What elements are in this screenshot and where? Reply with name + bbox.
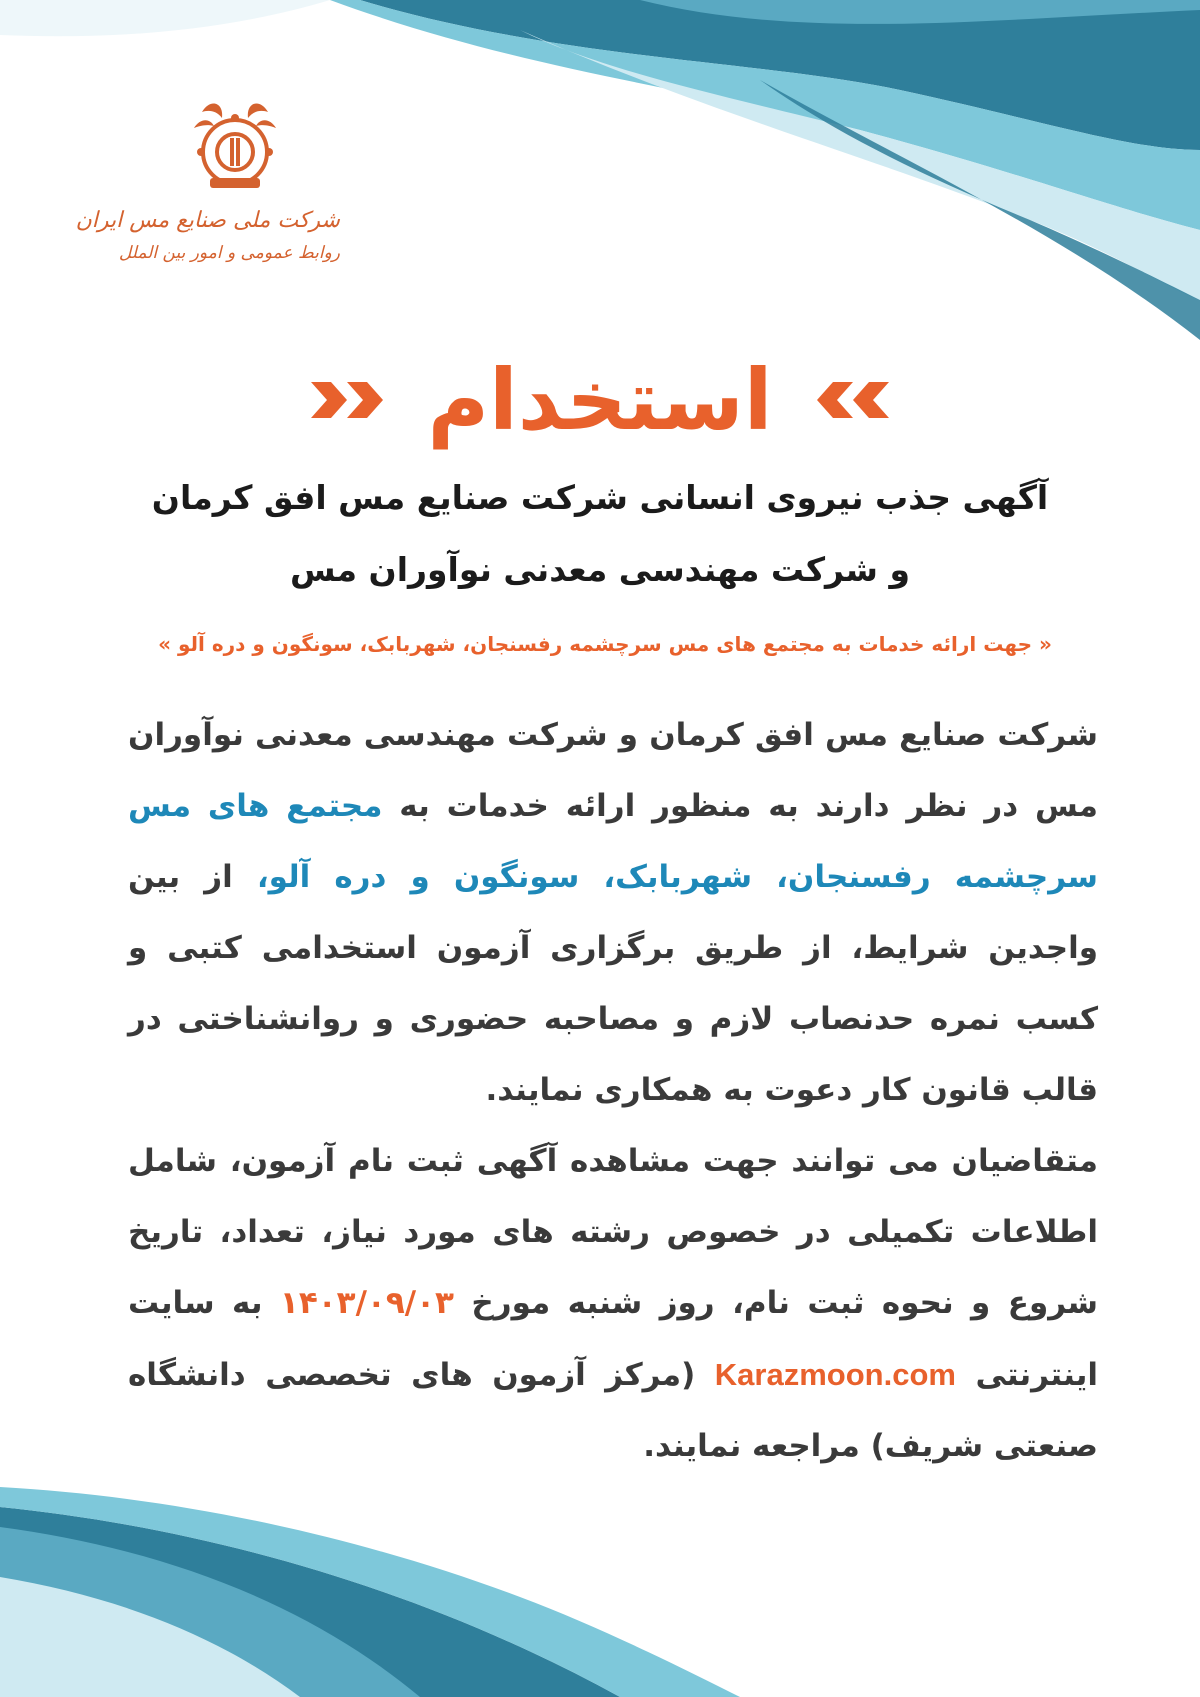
paragraph-2-text-b: به سایت اینترنتی bbox=[128, 1285, 1099, 1393]
paragraph-1-text-a: شرکت صنایع مس افق کرمان و شرکت مهندسی معدنی نوآوران مس در نظر دارند به منظور ارائه خدمات به bbox=[128, 717, 1098, 824]
subtitle-line-2: و شرکت مهندسی معدنی نوآوران مس bbox=[289, 550, 910, 589]
paragraph-1 bbox=[128, 700, 1098, 1126]
page-title: استخدام bbox=[427, 351, 773, 449]
chevron-double-left-icon bbox=[813, 380, 891, 420]
tagline: « جهت ارائه خدمات به مجتمع های مس سرچشمه رفسنجان، شهربابک، سونگون و دره آلو » bbox=[158, 632, 1052, 656]
paragraph-2 bbox=[128, 1126, 1098, 1482]
company-logo bbox=[75, 92, 340, 302]
registration-date: ۱۴۰۳/۰۹/۰۳ bbox=[279, 1285, 454, 1321]
bottom-wave-decoration bbox=[0, 1467, 1200, 1697]
announcement-body bbox=[128, 700, 1098, 1482]
logo-company-name: شرکت ملی صنایع مس ایران bbox=[75, 208, 340, 233]
paragraph-2-text-a: متقاضیان می توانند جهت مشاهده آگهی ثبت نام آزمون، شامل اطلاعات تکمیلی در خصوص رشته های مورد نیاز، تعداد، تاریخ شروع و نحوه ثبت نام، روز شنبه مورخ bbox=[128, 1143, 1098, 1321]
website-link[interactable]: Karazmoon.com bbox=[714, 1357, 956, 1392]
chevron-double-right-icon bbox=[309, 380, 387, 420]
subtitle-line-1: آگهی جذب نیروی انسانی شرکت صنایع مس افق کرمان bbox=[151, 478, 1049, 517]
complexes-highlight: مجتمع های مس سرچشمه رفسنجان، شهربابک، سونگون و دره آلو، bbox=[128, 788, 1099, 895]
headline-row bbox=[0, 345, 1200, 455]
paragraph-1-text-b: از بین واجدین شرایط، از طریق برگزاری آزمون استخدامی کتبی و کسب نمره حدنصاب لازم و مصاحبه حضوری و روانشناختی در قالب قانون کار دعوت به همکاری نمایند. bbox=[128, 859, 1098, 1108]
logo-department: روابط عمومی و امور بین الملل bbox=[118, 243, 340, 263]
paragraph-2-text-c: (مرکز آزمون های تخصصی دانشگاه صنعتی شریف) مراجعه نمایند. bbox=[128, 1357, 1098, 1464]
nicico-emblem-icon bbox=[180, 92, 290, 202]
